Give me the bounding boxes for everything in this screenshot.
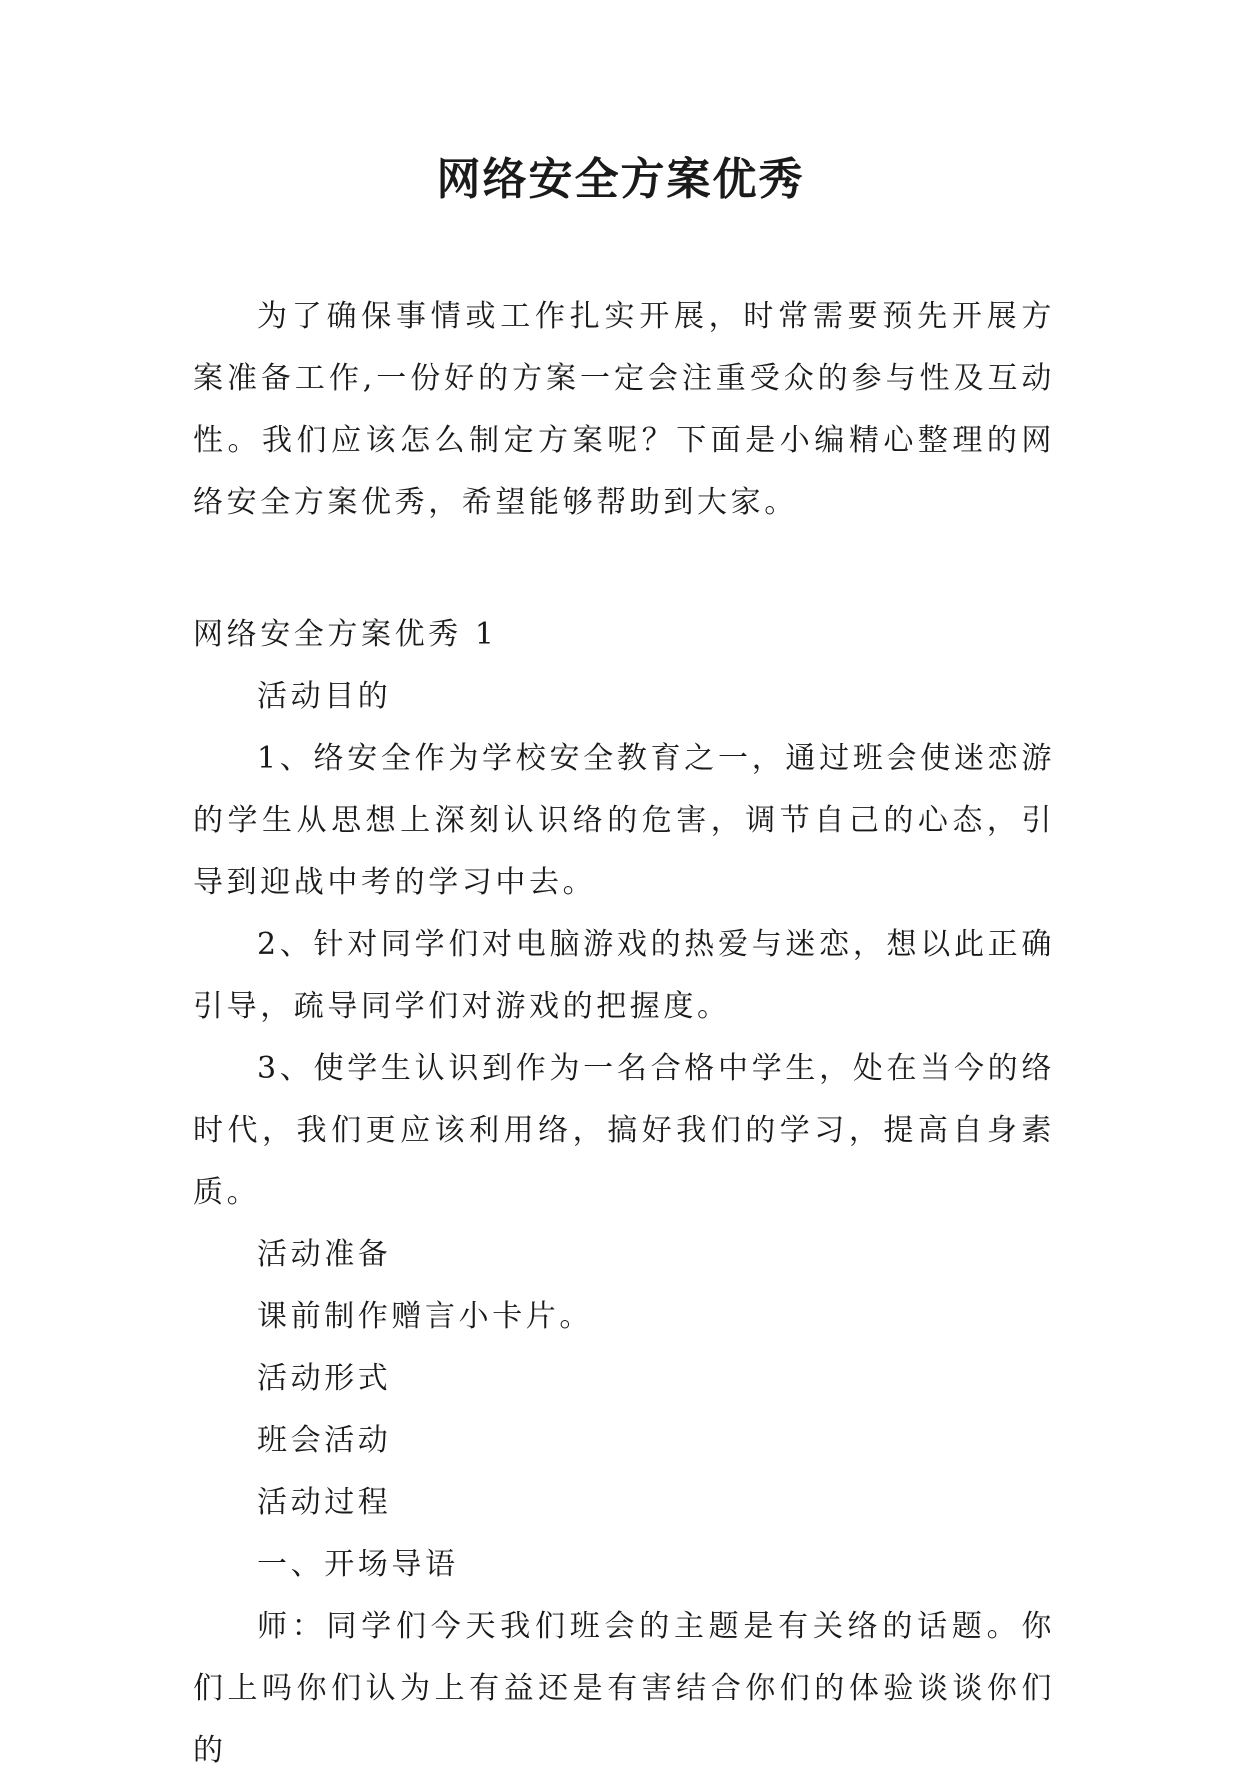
- document-body: [193, 286, 1055, 1782]
- intro-paragraph: 为了确保事情或工作扎实开展，时常需要预先开展方案准备工作,一份好的方案一定会注重受众的参与性及互动性。我们应该怎么制定方案呢？下面是小编精心整理的网络安全方案优秀，希望能够帮助到大家。: [193, 299, 1055, 520]
- paragraph-purpose-3: 3、使学生认识到作为一名合格中学生，处在当今的络时代，我们更应该利用络，搞好我们的学习，提高自身素质。: [193, 1051, 1055, 1210]
- paragraph-activity-form: 活动形式: [257, 1361, 392, 1396]
- paragraph-activity-purpose: 活动目的: [257, 679, 392, 714]
- document-title: 网络安全方案优秀: [436, 154, 805, 205]
- paragraph-activity-process: 活动过程: [257, 1485, 392, 1520]
- paragraph-teacher-speech: 师：同学们今天我们班会的主题是有关络的话题。你们上吗你们认为上有益还是有害结合你们的体验谈谈你们的: [193, 1609, 1055, 1768]
- paragraph-purpose-2: 2、针对同学们对电脑游戏的热爱与迷恋，想以此正确引导，疏导同学们对游戏的把握度。: [193, 927, 1055, 1024]
- paragraph-form-detail: 班会活动: [257, 1423, 392, 1458]
- section-heading: 网络安全方案优秀 1: [193, 617, 498, 652]
- paragraph-activity-prep: 活动准备: [257, 1237, 392, 1272]
- paragraph-opening: 一、开场导语: [257, 1547, 459, 1582]
- paragraph-prep-detail: 课前制作赠言小卡片。: [257, 1299, 593, 1334]
- section-spacer: [193, 534, 1055, 604]
- paragraph-purpose-1: 1、络安全作为学校安全教育之一，通过班会使迷恋游的学生从思想上深刻认识络的危害，调节自己的心态，引导到迎战中考的学习中去。: [193, 741, 1055, 900]
